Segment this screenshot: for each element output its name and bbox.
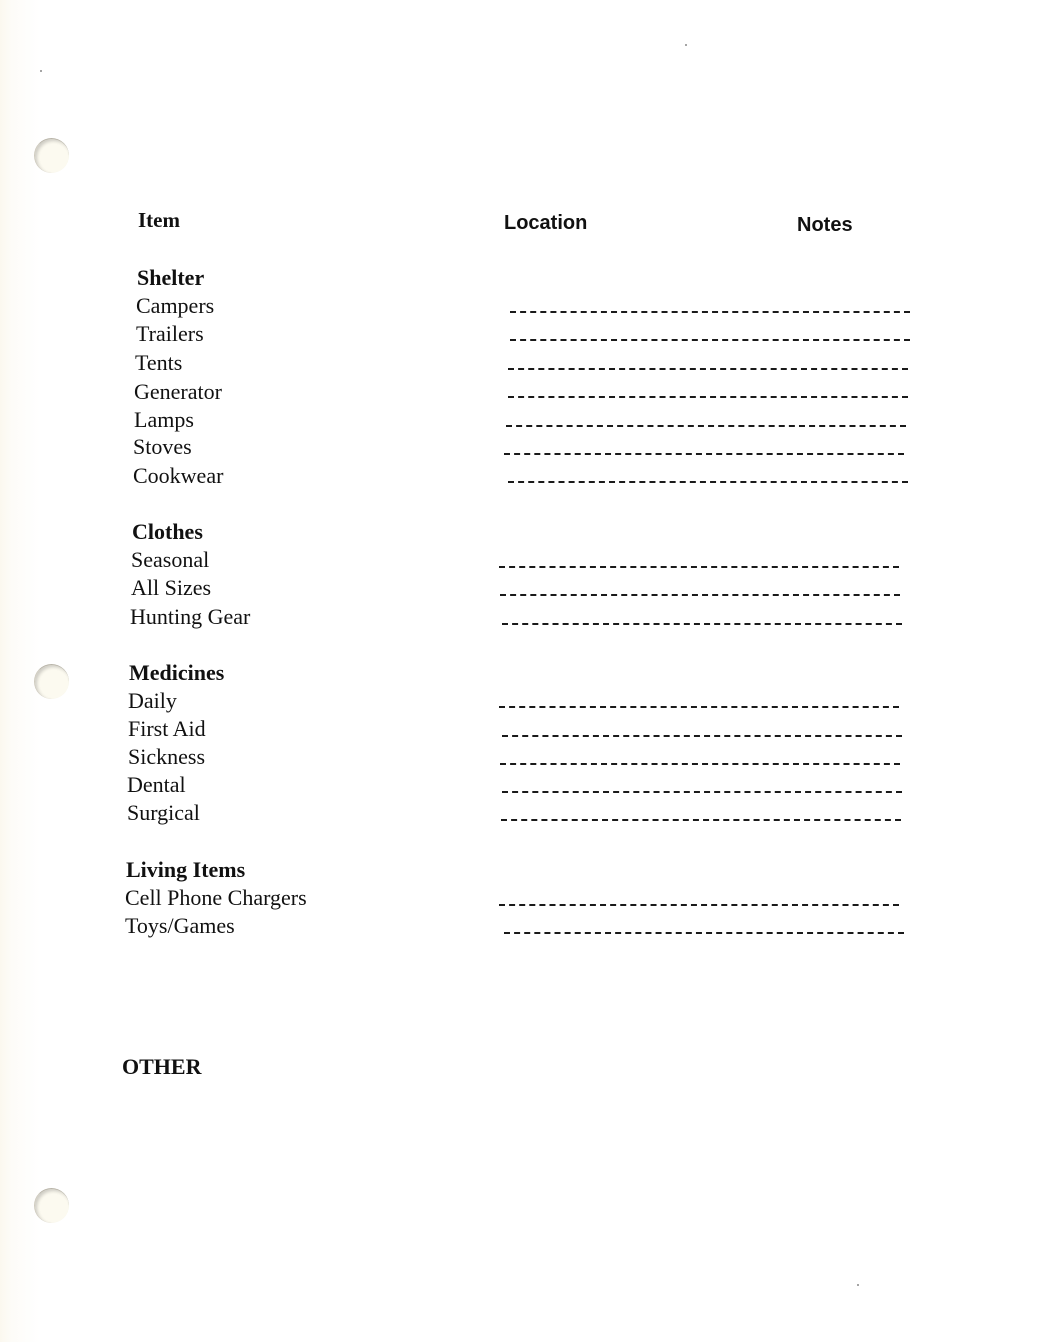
list-item: Dental <box>127 772 186 797</box>
list-item: Toys/Games <box>125 913 235 938</box>
list-item: All Sizes <box>131 575 212 600</box>
list-item: Daily <box>128 688 177 713</box>
list-item: Trailers <box>136 321 204 346</box>
section-title-medicines: Medicines <box>129 660 225 685</box>
scan-speck <box>40 70 42 72</box>
entry-line <box>504 453 904 455</box>
entry-line <box>499 566 899 568</box>
list-item: Hunting Gear <box>130 604 251 629</box>
entry-line <box>501 819 901 821</box>
list-item: First Aid <box>128 716 206 741</box>
entry-line <box>499 706 899 708</box>
section-title-living-items: Living Items <box>126 857 246 882</box>
entry-line <box>499 904 899 906</box>
binder-hole <box>34 138 69 173</box>
binder-hole <box>34 1188 69 1223</box>
entry-line <box>500 763 900 765</box>
entry-line <box>510 311 910 313</box>
header-notes: Notes <box>797 214 853 236</box>
list-item: Lamps <box>134 407 194 432</box>
list-item: Cookwear <box>133 463 224 488</box>
section-title-clothes: Clothes <box>132 519 203 544</box>
binder-hole <box>34 664 69 699</box>
other-heading: OTHER <box>122 1054 202 1079</box>
entry-line <box>510 339 910 341</box>
list-item: Campers <box>136 293 215 318</box>
list-item: Tents <box>135 350 183 375</box>
list-item: Stoves <box>133 434 192 459</box>
entry-line <box>506 425 906 427</box>
entry-line <box>504 932 904 934</box>
entry-line <box>508 481 908 483</box>
entry-line <box>502 623 902 625</box>
list-item: Cell Phone Chargers <box>125 885 307 910</box>
header-location: Location <box>504 212 588 234</box>
entry-line <box>500 594 900 596</box>
entry-line <box>502 735 902 737</box>
list-item: Surgical <box>127 800 200 825</box>
entry-line <box>508 368 908 370</box>
header-item: Item <box>138 208 180 232</box>
section-title-shelter: Shelter <box>137 265 205 290</box>
scan-speck <box>685 44 687 46</box>
entry-line <box>502 791 902 793</box>
entry-line <box>508 396 908 398</box>
list-item: Sickness <box>128 744 205 769</box>
list-item: Generator <box>134 379 222 404</box>
scan-speck <box>857 1284 859 1286</box>
list-item: Seasonal <box>131 547 210 572</box>
